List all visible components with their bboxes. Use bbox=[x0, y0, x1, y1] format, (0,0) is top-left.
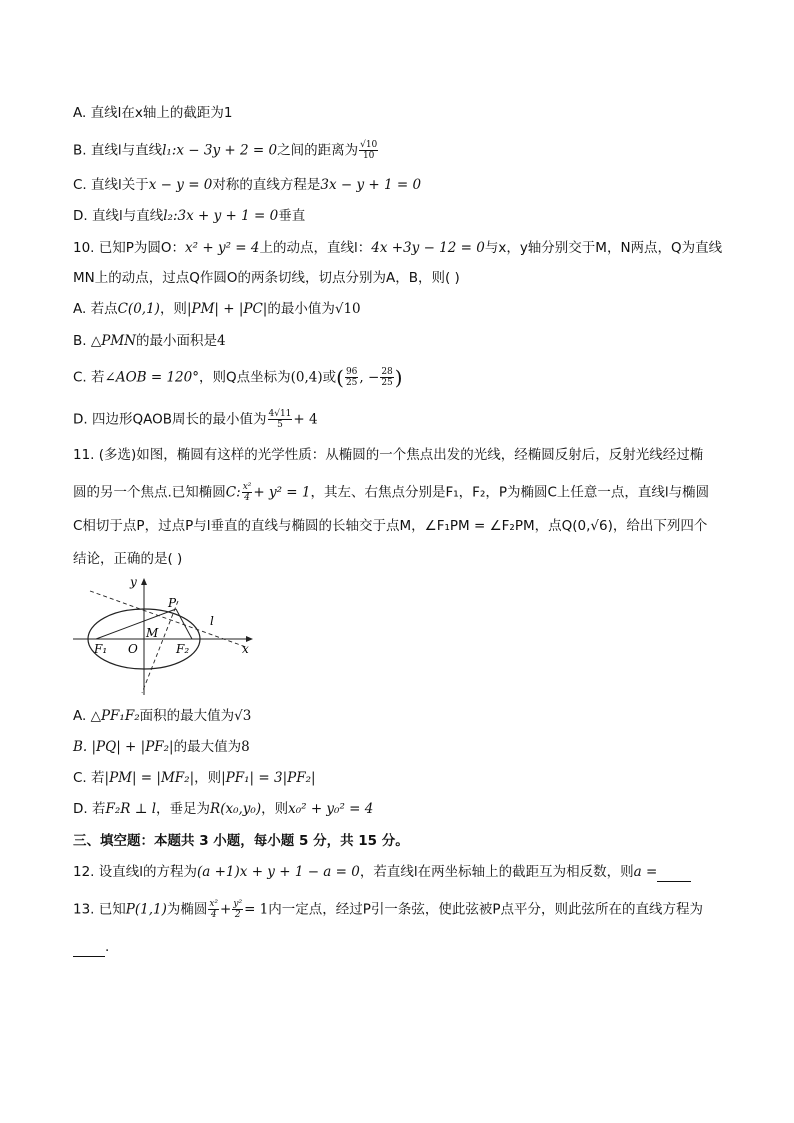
q10-a-pre: A. 若点 bbox=[73, 301, 118, 317]
q11-d-post: ，则 bbox=[261, 801, 289, 817]
q11-s2-C: C: bbox=[225, 484, 241, 501]
q11-c-eq2: |PF₁| = 3|PF₂| bbox=[221, 770, 316, 786]
q9-option-d bbox=[73, 206, 305, 226]
q9-c-mid: 对称的直线方程是 bbox=[212, 177, 321, 193]
q11-b-val: 8 bbox=[241, 739, 250, 755]
q10-option-b bbox=[73, 331, 226, 351]
q9-b-mid: 之间的距离为 bbox=[277, 142, 359, 159]
label-x: x bbox=[242, 642, 249, 656]
q9-c-eq1: x − y = 0 bbox=[148, 177, 213, 193]
q10-s1-eq1: x² + y² = 4 bbox=[185, 240, 260, 256]
q11-d-eq2: x₀² + y₀² = 4 bbox=[288, 801, 374, 817]
q10-stem-line1 bbox=[73, 238, 722, 258]
q11-a-pre: A. bbox=[73, 708, 91, 724]
q11-d-eq: F₂R ⊥ l bbox=[105, 801, 157, 817]
q10-c-frac2 bbox=[380, 367, 393, 388]
q9-c-eq2: 3x − y + 1 = 0 bbox=[320, 177, 422, 193]
q11-s4: 结论，正确的是( ) bbox=[73, 551, 183, 567]
q10-c-frac1 bbox=[345, 367, 358, 388]
q12-eq2: a = bbox=[633, 864, 658, 880]
q10-b-pre: B. bbox=[73, 333, 91, 349]
q10-s1c: 与x，y轴分别交于M，N两点，Q为直线 bbox=[484, 240, 723, 256]
q10-c-rparen: ) bbox=[394, 365, 403, 390]
q10-c-pt: (0,4) bbox=[290, 369, 323, 386]
q10-option-d bbox=[73, 409, 318, 430]
q13-pre: 13. 已知 bbox=[73, 901, 126, 918]
q9-option-a-text: A. 直线l在x轴上的截距为1 bbox=[73, 105, 233, 121]
q9-b-den: 10 bbox=[362, 151, 375, 161]
q11-s3: C相切于点P，过点P与l垂直的直线与椭圆的长轴交于点M，∠F₁PM = ∠F₂PM，点Q(0,√6)，给出下列四个 bbox=[73, 518, 708, 534]
q10-s1b: 上的动点，直线l： bbox=[259, 240, 372, 256]
q12-mid: ，若直线l在两坐标轴上的截距互为相反数，则 bbox=[359, 864, 634, 880]
q11-stem-line3 bbox=[73, 516, 707, 536]
q9-d-post: 垂直 bbox=[278, 208, 306, 224]
ellipse-figure bbox=[70, 573, 260, 698]
q11-s2-num: x² bbox=[242, 482, 252, 492]
q10-b-val: 4 bbox=[216, 333, 226, 349]
label-f2: F₂ bbox=[176, 642, 190, 656]
q9-b-pre: B. 直线l与直线 bbox=[73, 142, 163, 159]
q9-d-pre: D. 直线l与直线 bbox=[73, 208, 164, 224]
q11-stem-line1 bbox=[73, 445, 703, 465]
q11-s2-frac bbox=[242, 482, 253, 503]
q11-a-mid: 面积的最大值为 bbox=[139, 708, 235, 724]
q9-option-c bbox=[73, 175, 421, 195]
q12-eq: (a +1)x + y + 1 − a = 0 bbox=[197, 864, 360, 880]
q11-c-eq: |PM| = |MF₂| bbox=[104, 770, 195, 786]
q11-option-d bbox=[73, 799, 373, 819]
q13-eq: = 1 bbox=[244, 901, 269, 918]
q11-option-a bbox=[73, 706, 251, 726]
q11-b-eq: B. |PQ| + |PF₂| bbox=[73, 739, 174, 755]
label-f1: F₁ bbox=[94, 642, 108, 656]
q13-mid: 为椭圆 bbox=[166, 901, 208, 918]
q10-d-post: + 4 bbox=[293, 411, 318, 428]
q11-a-val: √3 bbox=[234, 708, 252, 724]
q10-d-den: 5 bbox=[277, 420, 283, 430]
label-y: y bbox=[130, 575, 137, 589]
q11-s2a: 圆的另一个焦点.已知椭圆 bbox=[73, 484, 226, 501]
q10-c-d2: 25 bbox=[381, 378, 393, 388]
q10-c-n1: 96 bbox=[345, 367, 358, 377]
q10-c-pre: C. 若 bbox=[73, 369, 105, 386]
q11-d-mid: ，垂足为 bbox=[156, 801, 211, 817]
q9-option-a bbox=[73, 103, 232, 123]
q13-pt: P(1,1) bbox=[125, 901, 167, 918]
q10-stem-line2 bbox=[73, 268, 460, 288]
q10-a-eq: C(0,1) bbox=[117, 301, 160, 317]
q10-c-sep: , − bbox=[359, 369, 380, 386]
q10-s1a: 10. 已知P为圆O： bbox=[73, 240, 186, 256]
q12-pre: 12. 设直线l的方程为 bbox=[73, 864, 198, 880]
segment-pf1 bbox=[96, 609, 176, 639]
q10-d-num: 4√11 bbox=[268, 409, 292, 419]
q9-d-eq: l₂:3x + y + 1 = 0 bbox=[163, 208, 279, 224]
q11-option-b bbox=[73, 737, 250, 757]
section-heading bbox=[73, 831, 409, 851]
q11-s2-den: 4 bbox=[244, 493, 250, 503]
q11-a-tri: △PF₁F₂ bbox=[90, 708, 140, 724]
q12 bbox=[73, 862, 691, 882]
q13-line1 bbox=[73, 899, 703, 920]
q10-c-d1: 25 bbox=[345, 378, 358, 388]
q10-c-mid: ，则Q点坐标为 bbox=[198, 369, 291, 386]
q10-d-frac bbox=[268, 409, 293, 430]
q13-n2: y² bbox=[233, 899, 243, 909]
q13-n1: x² bbox=[209, 899, 219, 909]
section-heading-text: 三、填空题：本题共 3 小题，每小题 5 分，共 15 分。 bbox=[73, 833, 409, 849]
q11-c-pre: C. 若 bbox=[73, 770, 105, 786]
q10-b-tri: △PMN bbox=[90, 333, 136, 349]
q9-option-b bbox=[73, 140, 379, 161]
q9-b-fraction bbox=[359, 140, 378, 161]
q11-c-mid: ，则 bbox=[194, 770, 222, 786]
q11-stem-line4 bbox=[73, 549, 182, 569]
segment-pf2 bbox=[176, 609, 192, 639]
q10-c-or: 或 bbox=[322, 369, 337, 386]
label-m: M bbox=[146, 626, 159, 640]
q13-line2 bbox=[73, 937, 109, 957]
q13-post: 内一定点，经过P引一条弦，使此弦被P点平分，则此弦所在的直线方程为 bbox=[268, 901, 704, 918]
q9-b-eq: l₁:x − 3y + 2 = 0 bbox=[162, 142, 278, 159]
q10-s2: MN上的动点，过点Q作圆O的两条切线，切点分别为A，B，则( ) bbox=[73, 270, 460, 286]
q11-stem-line2 bbox=[73, 482, 709, 503]
q10-option-a bbox=[73, 299, 361, 319]
q11-s2b: ，其左、右焦点分别是F₁，F₂，P为椭圆C上任意一点，直线l与椭圆 bbox=[310, 484, 710, 501]
q13-answer-blank[interactable] bbox=[73, 942, 105, 957]
q10-c-lparen: ( bbox=[336, 365, 344, 390]
q13-plus: + bbox=[220, 901, 232, 918]
label-p: P bbox=[168, 596, 177, 610]
q9-b-num: √10 bbox=[360, 140, 378, 150]
q11-s2-eq: + y² = 1 bbox=[253, 484, 311, 501]
q10-d-pre: D. 四边形QAOB周长的最小值为 bbox=[73, 411, 267, 428]
q13-frac2 bbox=[232, 899, 243, 920]
q13-frac1 bbox=[208, 899, 219, 920]
q11-d-pt: R(x₀,y₀) bbox=[210, 801, 262, 817]
q11-d-pre: D. 若 bbox=[73, 801, 106, 817]
q10-a-eq2: |PM| + |PC| bbox=[186, 301, 268, 317]
q13-d1: 4 bbox=[210, 910, 217, 920]
q13-d2: 2 bbox=[234, 910, 241, 920]
q10-b-mid: 的最小面积是 bbox=[135, 333, 217, 349]
q10-a-mid: ，则 bbox=[159, 301, 187, 317]
q10-a-post: 的最小值为 bbox=[267, 301, 335, 317]
q10-s1-eq2: 4x +3y − 12 = 0 bbox=[371, 240, 485, 256]
q11-b-mid: 的最大值为 bbox=[173, 739, 242, 755]
q10-c-eq: ∠AOB = 120° bbox=[104, 369, 199, 386]
q12-answer-blank[interactable] bbox=[657, 867, 691, 882]
q10-c-n2: 28 bbox=[381, 367, 393, 377]
label-o: O bbox=[128, 642, 138, 656]
q11-option-c bbox=[73, 768, 316, 788]
q13-end: . bbox=[105, 939, 110, 955]
label-l: l bbox=[210, 614, 214, 628]
q11-s1: 11. (多选)如图，椭圆有这样的光学性质：从椭圆的一个焦点出发的光线，经椭圆反射后，反射光线经过椭 bbox=[73, 447, 704, 463]
q10-a-val: √10 bbox=[334, 301, 361, 317]
q10-option-c bbox=[73, 367, 403, 388]
q9-c-pre: C. 直线l关于 bbox=[73, 177, 149, 193]
